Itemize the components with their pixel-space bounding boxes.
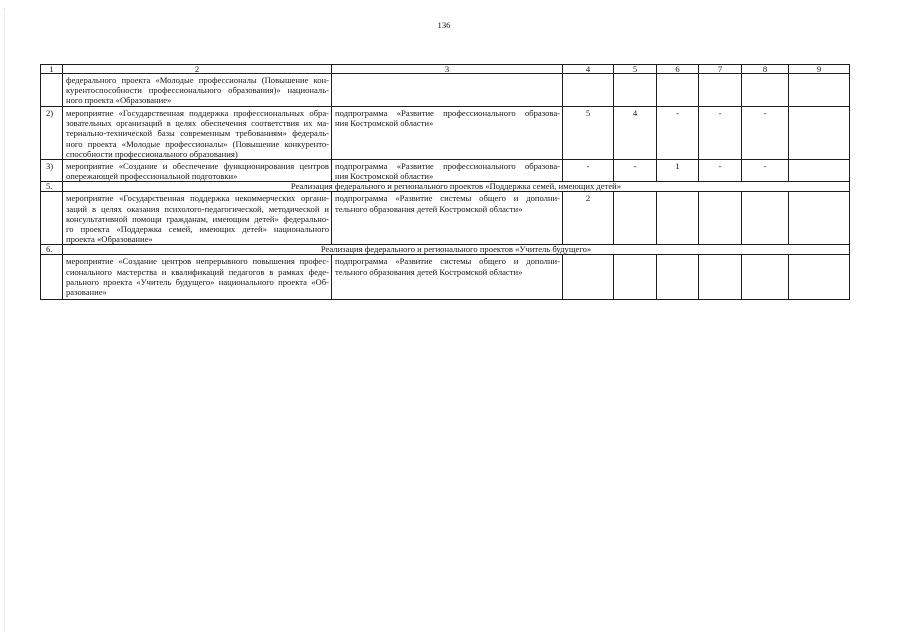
scan-edge-artifact [4, 8, 5, 632]
header-cell-5: 5 [614, 65, 657, 74]
value-cell-5: - [614, 160, 657, 182]
value-cell-7: - [699, 160, 742, 182]
activity-line: способности профессионального образования) [66, 148, 238, 159]
row-number-cell: 3) [41, 160, 63, 182]
program-line: тельного образования детей Костромской области» [335, 203, 523, 214]
header-cell-9: 9 [789, 65, 850, 74]
section-title: Реализация федерального и регионального проектов «Учитель будущего» [63, 245, 850, 255]
table-row [41, 107, 850, 160]
value-cell-5 [614, 192, 657, 245]
section-row [41, 245, 850, 255]
value-cell-8: - [742, 107, 789, 160]
activity-line: опережающей профессиональной подготовки» [66, 171, 238, 182]
activity-line: зовательных организаций в целях обеспечения соответствия их ма- [66, 118, 329, 129]
value-cell-4 [563, 74, 614, 107]
program-cell [332, 74, 563, 107]
activity-line: рального проекта «Учитель будущего» национального проекта «Об- [66, 276, 329, 287]
activity-line: заций в целях оказания психолого-педагогической, методической и [66, 203, 329, 214]
row-number-cell: 2) [41, 107, 63, 160]
header-cell-6: 6 [657, 65, 699, 74]
activity-cell [63, 74, 332, 107]
value-cell-6: 1 [657, 160, 699, 182]
activity-cell [63, 107, 332, 160]
program-line: подпрограмма «Развитие профессионального образова- [335, 108, 560, 118]
section-number-cell: 6. [41, 245, 63, 255]
table-row [41, 160, 850, 182]
header-cell-7: 7 [699, 65, 742, 74]
value-cell-5 [614, 74, 657, 107]
value-cell-6 [657, 74, 699, 107]
value-cell-6 [657, 192, 699, 245]
value-cell-9 [789, 255, 850, 300]
program-cell [332, 192, 563, 245]
program-cell [332, 255, 563, 300]
program-cell [332, 107, 563, 160]
activity-line: мероприятие «Государственная поддержка некоммерческих органи- [66, 193, 329, 204]
value-cell-9 [789, 192, 850, 245]
value-cell-4: 2 [563, 192, 614, 245]
value-cell-4 [563, 255, 614, 300]
table-body [41, 65, 850, 300]
value-cell-7 [699, 192, 742, 245]
header-cell-4: 4 [563, 65, 614, 74]
value-cell-5: 4 [614, 107, 657, 160]
row-number-cell [41, 74, 63, 107]
activity-line: ного проекта «Образование» [66, 95, 172, 106]
section-title: Реализация федерального и регионального проектов «Поддержка семей, имеющих детей» [63, 182, 850, 192]
value-cell-8 [742, 192, 789, 245]
value-cell-7 [699, 74, 742, 107]
value-cell-6: - [657, 107, 699, 160]
activity-line: проекта «Образование» [66, 234, 153, 245]
row-number-cell [41, 255, 63, 300]
activity-line: сионального мастерства и квалификаций педагогов в рамках феде- [66, 266, 329, 277]
header-cell-1: 1 [41, 65, 63, 74]
activity-line: мероприятие «Создание центров непрерывного повышения профес- [66, 256, 329, 267]
value-cell-5 [614, 255, 657, 300]
value-cell-7: - [699, 107, 742, 160]
page-number: 136 [437, 20, 451, 30]
header-row [41, 65, 850, 74]
value-cell-8: - [742, 160, 789, 182]
program-line: ния Костромской области» [335, 118, 434, 129]
activity-cell [63, 192, 332, 245]
table-row [41, 255, 850, 300]
program-line: ния Костромской области» [335, 171, 434, 182]
table-row [41, 74, 850, 107]
value-cell-7 [699, 255, 742, 300]
value-cell-4: 5 [563, 107, 614, 160]
program-line: тельного образования детей Костромской области» [335, 266, 523, 277]
section-row [41, 182, 850, 192]
activity-line: курентоспособности профессионального образования)» националь- [66, 85, 329, 96]
program-line: подпрограмма «Развитие системы общего и дополни- [335, 193, 560, 204]
header-cell-8: 8 [742, 65, 789, 74]
activity-line: мероприятие «Создание и обеспечение функционирования центров [66, 161, 329, 172]
section-number-cell: 5. [41, 182, 63, 192]
value-cell-8 [742, 255, 789, 300]
activity-line: разование» [66, 287, 107, 298]
activity-cell [63, 255, 332, 300]
value-cell-9 [789, 74, 850, 107]
value-cell-9 [789, 160, 850, 182]
row-number-cell [41, 192, 63, 245]
activity-line: консультативной помощи гражданам, имеющим детей» федерально- [66, 213, 329, 224]
activity-line: мероприятие «Государственная поддержка профессиональных обра- [66, 108, 329, 118]
value-cell-8 [742, 74, 789, 107]
activity-line: ного проекта «Молодые профессионалы» (Повышение конкуренто- [66, 138, 329, 149]
header-cell-3: 3 [332, 65, 563, 74]
activity-cell [63, 160, 332, 182]
program-cell [332, 160, 563, 182]
value-cell-9 [789, 107, 850, 160]
activity-line: федерального проекта «Молодые профессионалы (Повышение кон- [66, 75, 329, 85]
program-line: подпрограмма «Развитие профессионального образова- [335, 161, 560, 172]
table-row [41, 192, 850, 245]
value-cell-4: - [563, 160, 614, 182]
activity-line: го проекта «Поддержка семей, имеющих детей» национального [66, 224, 329, 235]
activity-line: териально-технической базы современным требованиям» федераль- [66, 128, 329, 139]
value-cell-6 [657, 255, 699, 300]
program-table [40, 64, 850, 300]
program-line: подпрограмма «Развитие системы общего и дополни- [335, 256, 560, 267]
header-cell-2: 2 [63, 65, 332, 74]
